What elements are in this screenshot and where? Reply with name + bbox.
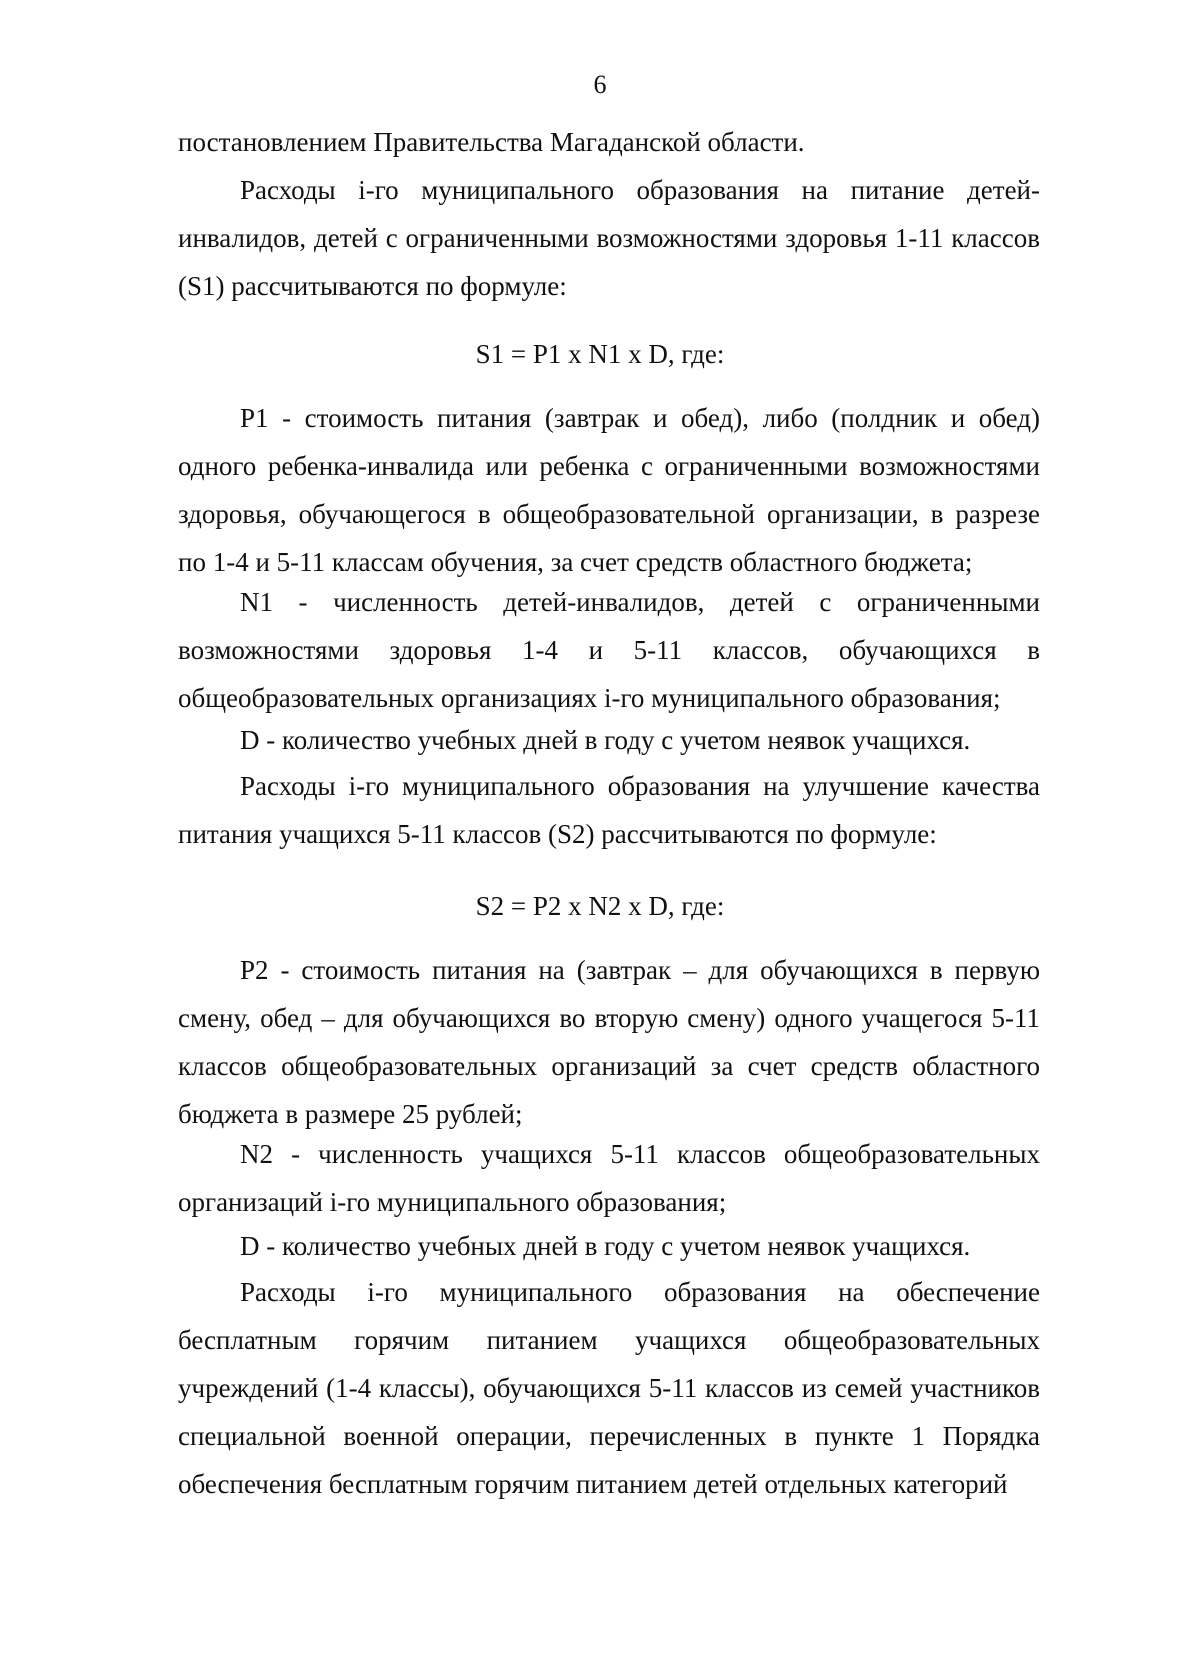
paragraph-s1-intro: Расходы i-го муниципального образования на питание детей-инвалидов, детей с ограниченными возможностями здоровья 1-11 классов (S1) рассчитываются по формуле:	[178, 175, 1040, 301]
paragraph-s2-intro: Расходы i-го муниципального образования на улучшение качества питания учащихся 5-11 классов (S2) рассчитываются по формуле:	[178, 771, 1040, 849]
paragraph-n2-definition: N2 - численность учащихся 5-11 классов общеобразовательных организаций i-го муниципального образования;	[178, 1139, 1040, 1217]
paragraph-d-definition-2: D - количество учебных дней в году с учетом неявок учащихся.	[240, 1231, 971, 1261]
formula-s2: S2 = P2 x N2 x D, где:	[475, 891, 725, 921]
paragraph-d-definition-1: D - количество учебных дней в году с учетом неявок учащихся.	[240, 725, 971, 755]
paragraph-p1-definition: P1 - стоимость питания (завтрак и обед), либо (полдник и обед) одного ребенка-инвалида или ребенка с ограниченными возможностями здоровья, обучающегося в общеобразовательной организации, в разрезе по 1-4 и 5-11 классам обучения, за счет средств областного бюджета;	[178, 403, 1040, 577]
paragraph-p2-definition: P2 - стоимость питания на (завтрак – для обучающихся в первую смену, обед – для обучающихся во вторую смену) одного учащегося 5-11 классов общеобразовательных организаций за счет средств областного бюджета в размере 25 рублей;	[178, 955, 1040, 1129]
page-number: 6	[593, 70, 607, 99]
paragraph-continuation: постановлением Правительства Магаданской области.	[178, 127, 805, 157]
paragraph-s3-intro: Расходы i-го муниципального образования на обеспечение бесплатным горячим питанием учащихся общеобразовательных учреждений (1-4 классы), обучающихся 5-11 классов из семей участников специальной военной операции, перечисленных в пункте 1 Порядка обеспечения бесплатным горячим питанием детей отдельных категорий	[178, 1277, 1040, 1499]
paragraph-n1-definition: N1 - численность детей-инвалидов, детей с ограниченными возможностями здоровья 1-4 и 5-11 классов, обучающихся в общеобразовательных организациях i-го муниципального образования;	[178, 587, 1040, 713]
formula-s1: S1 = P1 x N1 x D, где:	[475, 339, 725, 369]
